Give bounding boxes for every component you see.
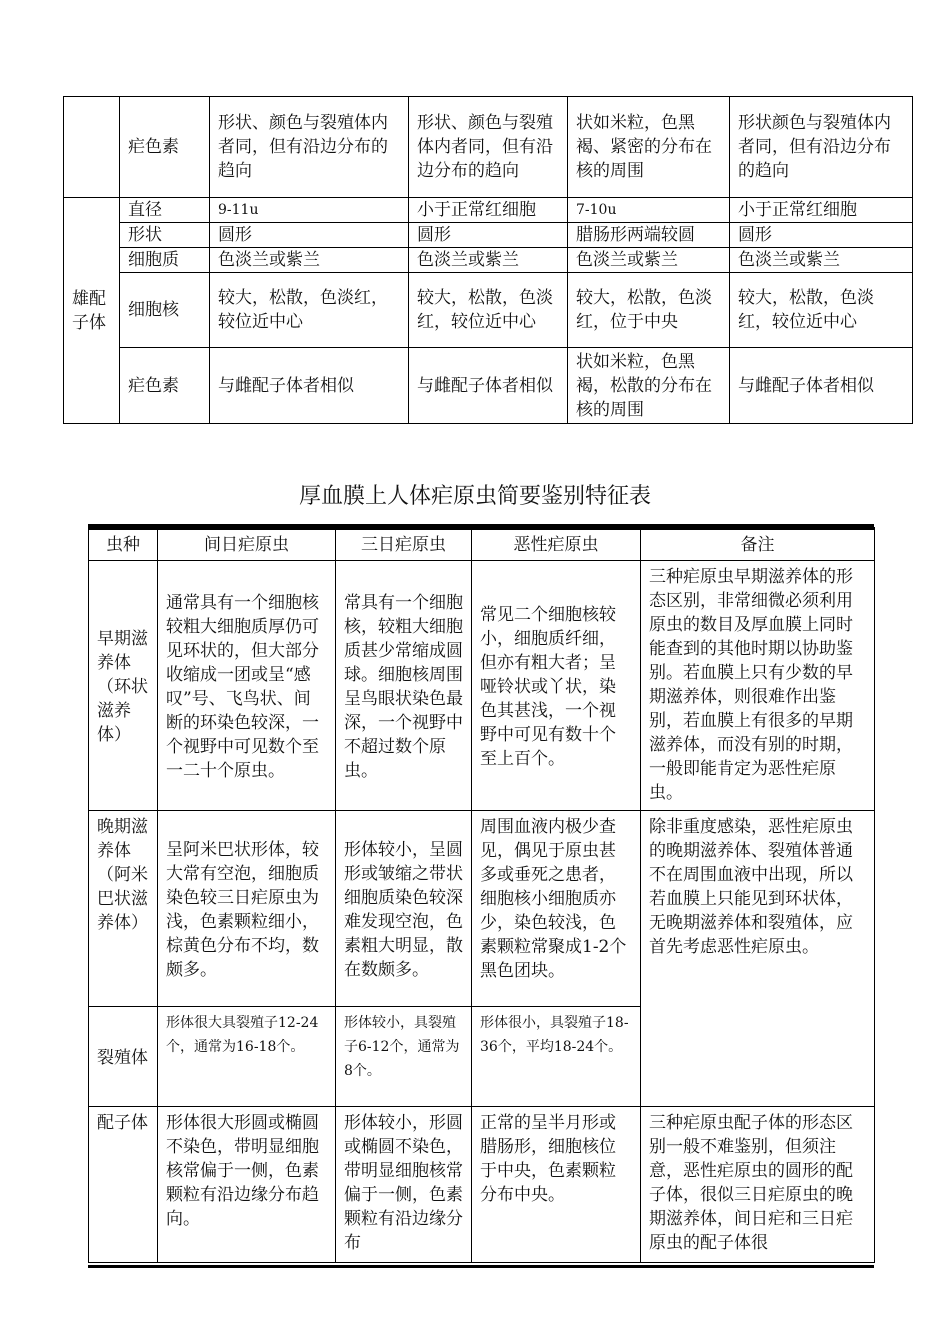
table-cell: 较大，松散，色淡红，较位近中心 (730, 273, 913, 348)
table-cell: 常见二个细胞核较小，细胞质纤细，但亦有粗大者；呈哑铃状或丫状，染色其甚浅，一个视野中可见有数十个至上百个。 (472, 561, 641, 811)
table-cell: 正常的呈半月形或腊肠形，细胞核位于中央，色素颗粒分布中央。 (472, 1107, 641, 1263)
table-row (64, 198, 913, 223)
table-cell: 形体很小，具裂殖子18-36个，平均18-24个。 (472, 1007, 641, 1107)
gametocyte-table-continued (63, 96, 913, 424)
note-cell: 三种疟原虫早期滋养体的形态区别，非常细微必须利用原虫的数目及厚血膜上同时能查到的其他时期以协助鉴别。若血膜上只有少数的早期滋养体，则很难作出鉴别，若血膜上有很多的早期滋养体，而没有别的时期，一般即能肯定为恶性疟原虫。 (641, 561, 875, 811)
table-cell: 较大，松散，色淡红，较位近中心 (210, 273, 409, 348)
table-row (64, 248, 913, 273)
table-cell: 形状颜色与裂殖体内者同，但有沿边分布的趋向 (730, 97, 913, 198)
table-cell: 小于正常红细胞 (409, 198, 568, 223)
note-cell: 三种疟原虫配子体的形态区别一般不难鉴别，但须注意，恶性疟原虫的圆形的配子体，很似三日疟原虫的晚期滋养体，间日疟和三日疟原虫的配子体很 (641, 1107, 875, 1263)
table-cell: 色淡兰或紫兰 (210, 248, 409, 273)
table-cell: 小于正常红细胞 (730, 198, 913, 223)
table-cell: 通常具有一个细胞核较粗大细胞质厚仍可见环状的，但大部分收缩成一团或呈“感叹”号、飞鸟状、间断的环染色较深，一个视野中可见数个至一二十个原虫。 (158, 561, 336, 811)
feature-cell: 细胞核 (120, 273, 210, 348)
table-row (89, 1107, 875, 1263)
page-title: 厚血膜上人体疟原虫简要鉴别特征表 (298, 484, 651, 509)
table-row (64, 97, 913, 198)
group-cell (64, 97, 120, 198)
table-cell: 圆形 (210, 223, 409, 248)
table-row (64, 273, 913, 348)
table-row (89, 811, 875, 1007)
table-row (89, 1007, 875, 1107)
table-cell: 色淡兰或紫兰 (409, 248, 568, 273)
header-row (89, 529, 875, 561)
stage-cell: 早期滋养体（环状滋养体） (89, 561, 158, 811)
group-cell-male-gametocyte: 雄配子体 (64, 198, 120, 424)
stage-cell: 配子体 (89, 1107, 158, 1263)
table-cell: 7-10u (568, 198, 730, 223)
table-cell: 9-11u (210, 198, 409, 223)
column-header: 间日疟原虫 (158, 529, 336, 561)
feature-cell: 细胞质 (120, 248, 210, 273)
table-cell: 形状、颜色与裂殖体内者同，但有沿边分布的趋向 (409, 97, 568, 198)
note-cell: 除非重度感染，恶性疟原虫的晚期滋养体、裂殖体普通不在周围血液中出现，所以若血膜上只能见到环状体，无晚期滋养体和裂殖体，应首先考虑恶性疟原虫。 (641, 811, 875, 1007)
table-cell: 形状、颜色与裂殖体内者同，但有沿边分布的趋向 (210, 97, 409, 198)
table-cell: 状如米粒，色黑褐、紧密的分布在核的周围 (568, 97, 730, 198)
table-cell: 圆形 (409, 223, 568, 248)
table-cell: 较大，松散，色淡红，位于中央 (568, 273, 730, 348)
feature-cell: 直径 (120, 198, 210, 223)
table-cell: 状如米粒，色黑褐，松散的分布在核的周围 (568, 348, 730, 424)
table-cell: 形体较小，呈圆形或皱缩之带状细胞质染色较深难发现空泡，色素粗大明显，散在数颇多。 (336, 811, 472, 1007)
stage-cell: 晚期滋养体（阿米巴状滋养体） (89, 811, 158, 1007)
table-cell: 与雌配子体者相似 (409, 348, 568, 424)
table-cell: 与雌配子体者相似 (210, 348, 409, 424)
table-cell: 较大，松散，色淡红，较位近中心 (409, 273, 568, 348)
table-cell: 形体较小，形圆或椭圆不染色，带明显细胞核常偏于一侧，色素颗粒有沿边缘分布 (336, 1107, 472, 1263)
table-row (64, 348, 913, 424)
column-header: 备注 (641, 529, 875, 561)
table-cell: 与雌配子体者相似 (730, 348, 913, 424)
column-header: 恶性疟原虫 (472, 529, 641, 561)
stage-cell: 裂殖体 (89, 1007, 158, 1107)
identification-table (88, 527, 875, 1263)
table-cell: 形体较小，具裂殖子6-12个，通常为8个。 (336, 1007, 472, 1107)
table-row (89, 561, 875, 811)
table-cell: 腊肠形两端较圆 (568, 223, 730, 248)
table-cell: 形体很大具裂殖子12-24个，通常为16-18个。 (158, 1007, 336, 1107)
column-header: 虫种 (89, 529, 158, 561)
feature-cell: 疟色素 (120, 97, 210, 198)
feature-cell: 形状 (120, 223, 210, 248)
note-cell (641, 1007, 875, 1107)
column-header: 三日疟原虫 (336, 529, 472, 561)
table-cell: 色淡兰或紫兰 (568, 248, 730, 273)
table-cell: 周围血液内极少查见，偶见于原虫甚多或垂死之患者，细胞核小细胞质亦少，染色较浅，色素颗粒常聚成1-2个黑色团块。 (472, 811, 641, 1007)
table-cell: 圆形 (730, 223, 913, 248)
table-cell: 呈阿米巴状形体，较大常有空泡，细胞质染色较三日疟原虫为浅，色素颗粒细小，棕黄色分布不均，数颇多。 (158, 811, 336, 1007)
feature-cell: 疟色素 (120, 348, 210, 424)
table-cell: 形体很大形圆或椭圆不染色，带明显细胞核常偏于一侧，色素颗粒有沿边缘分布趋向。 (158, 1107, 336, 1263)
table-cell: 色淡兰或紫兰 (730, 248, 913, 273)
table-row (64, 223, 913, 248)
identification-table-frame (88, 524, 874, 1268)
table-cell: 常具有一个细胞核，较粗大细胞质甚少常缩成圆球。细胞核周围呈鸟眼状染色最深，一个视野中不超过数个原虫。 (336, 561, 472, 811)
